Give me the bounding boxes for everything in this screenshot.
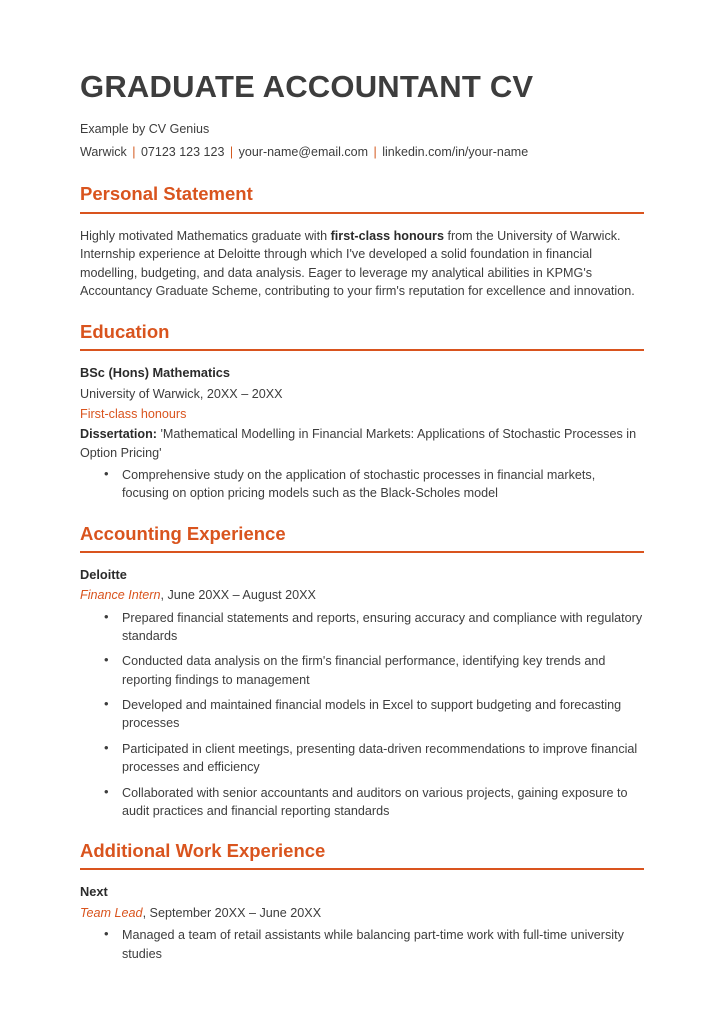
contact-separator-2: |: [229, 145, 234, 160]
education-degree: BSc (Hons) Mathematics: [80, 365, 231, 381]
section-divider: [80, 212, 644, 214]
accounting-experience-bullets: [80, 609, 644, 821]
personal-statement-part-1: Highly motivated Mathematics graduate with: [80, 228, 331, 243]
accounting-role: Finance Intern: [80, 588, 161, 603]
accounting-employer: Deloitte: [80, 566, 127, 582]
list-item: • Participated in client meetings, presenting data-driven recommendations to improve financial processes and efficiency: [80, 740, 644, 777]
section-personal-statement: [80, 183, 644, 301]
list-item: • Conducted data analysis on the firm's financial performance, identifying key trends and reporting findings to management: [80, 652, 644, 689]
list-item: • Prepared financial statements and reports, ensuring accuracy and compliance with regulatory standards: [80, 609, 644, 646]
list-item: • Developed and maintained financial models in Excel to support budgeting and forecasting processes: [80, 696, 644, 733]
personal-statement-text: [80, 227, 644, 302]
education-honours: First-class honours: [80, 407, 187, 422]
list-item: • Collaborated with senior accountants and auditors on various projects, gaining exposure to audit practices and financial reporting standards: [80, 784, 644, 821]
contact-separator-1: |: [132, 145, 136, 160]
page-title: GRADUATE ACCOUNTANT CV: [80, 69, 534, 104]
additional-dates: , September 20XX – June 20XX: [142, 905, 322, 920]
list-item: • Managed a team of retail assistants while balancing part-time work with full-time university studies: [80, 926, 644, 963]
section-heading-additional-work-experience: Additional Work Experience: [80, 840, 326, 862]
accounting-role-line: [80, 586, 644, 604]
additional-work-entry: [80, 883, 644, 963]
education-institution: University of Warwick, 20XX – 20XX: [80, 386, 283, 401]
contact-line: [80, 143, 644, 161]
dissertation-label: Dissertation:: [80, 427, 157, 442]
personal-statement-bold: first-class honours: [330, 228, 444, 243]
contact-location: Warwick: [80, 145, 127, 160]
contact-separator-3: |: [373, 145, 377, 160]
section-additional-work-experience: [80, 840, 644, 963]
contact-phone: 07123 123 123: [140, 145, 225, 160]
section-heading-accounting-experience: Accounting Experience: [80, 522, 286, 544]
section-heading-personal-statement: Personal Statement: [80, 183, 253, 205]
section-divider: [80, 349, 644, 351]
section-heading-education: Education: [80, 321, 170, 343]
education-bullets: [80, 466, 644, 503]
additional-role: Team Lead: [80, 905, 143, 920]
personal-statement-part-2: from the University of Warwick. Internship experience at Deloitte through which I've developed a solid foundation in financial modelling, budgeting, and data analysis. Eager to leverage my analytical abilities in KPMG's Accountancy Graduate Scheme, contributing to your firm's reputation for excellence and innovation.: [80, 228, 635, 299]
dissertation-text: 'Mathematical Modelling in Financial Markets: Applications of Stochastic Processes in Option Pricing': [80, 427, 637, 460]
additional-work-bullets: [80, 926, 644, 963]
list-item: • Comprehensive study on the application of stochastic processes in financial markets, focusing on option pricing models such as the Black-Scholes model: [80, 466, 644, 503]
additional-role-line: [80, 904, 644, 922]
education-entry: [80, 364, 644, 502]
byline: Example by CV Genius: [80, 122, 210, 137]
education-dissertation: [80, 425, 644, 462]
contact-email[interactable]: your-name@email.com: [238, 145, 369, 160]
contact-linkedin[interactable]: linkedin.com/in/your-name: [382, 145, 529, 160]
section-education: [80, 321, 644, 502]
section-accounting-experience: [80, 523, 644, 821]
section-divider: [80, 868, 644, 870]
section-divider: [80, 551, 644, 553]
accounting-experience-entry: [80, 566, 644, 821]
accounting-dates: , June 20XX – August 20XX: [160, 588, 316, 603]
additional-employer: Next: [80, 884, 108, 900]
